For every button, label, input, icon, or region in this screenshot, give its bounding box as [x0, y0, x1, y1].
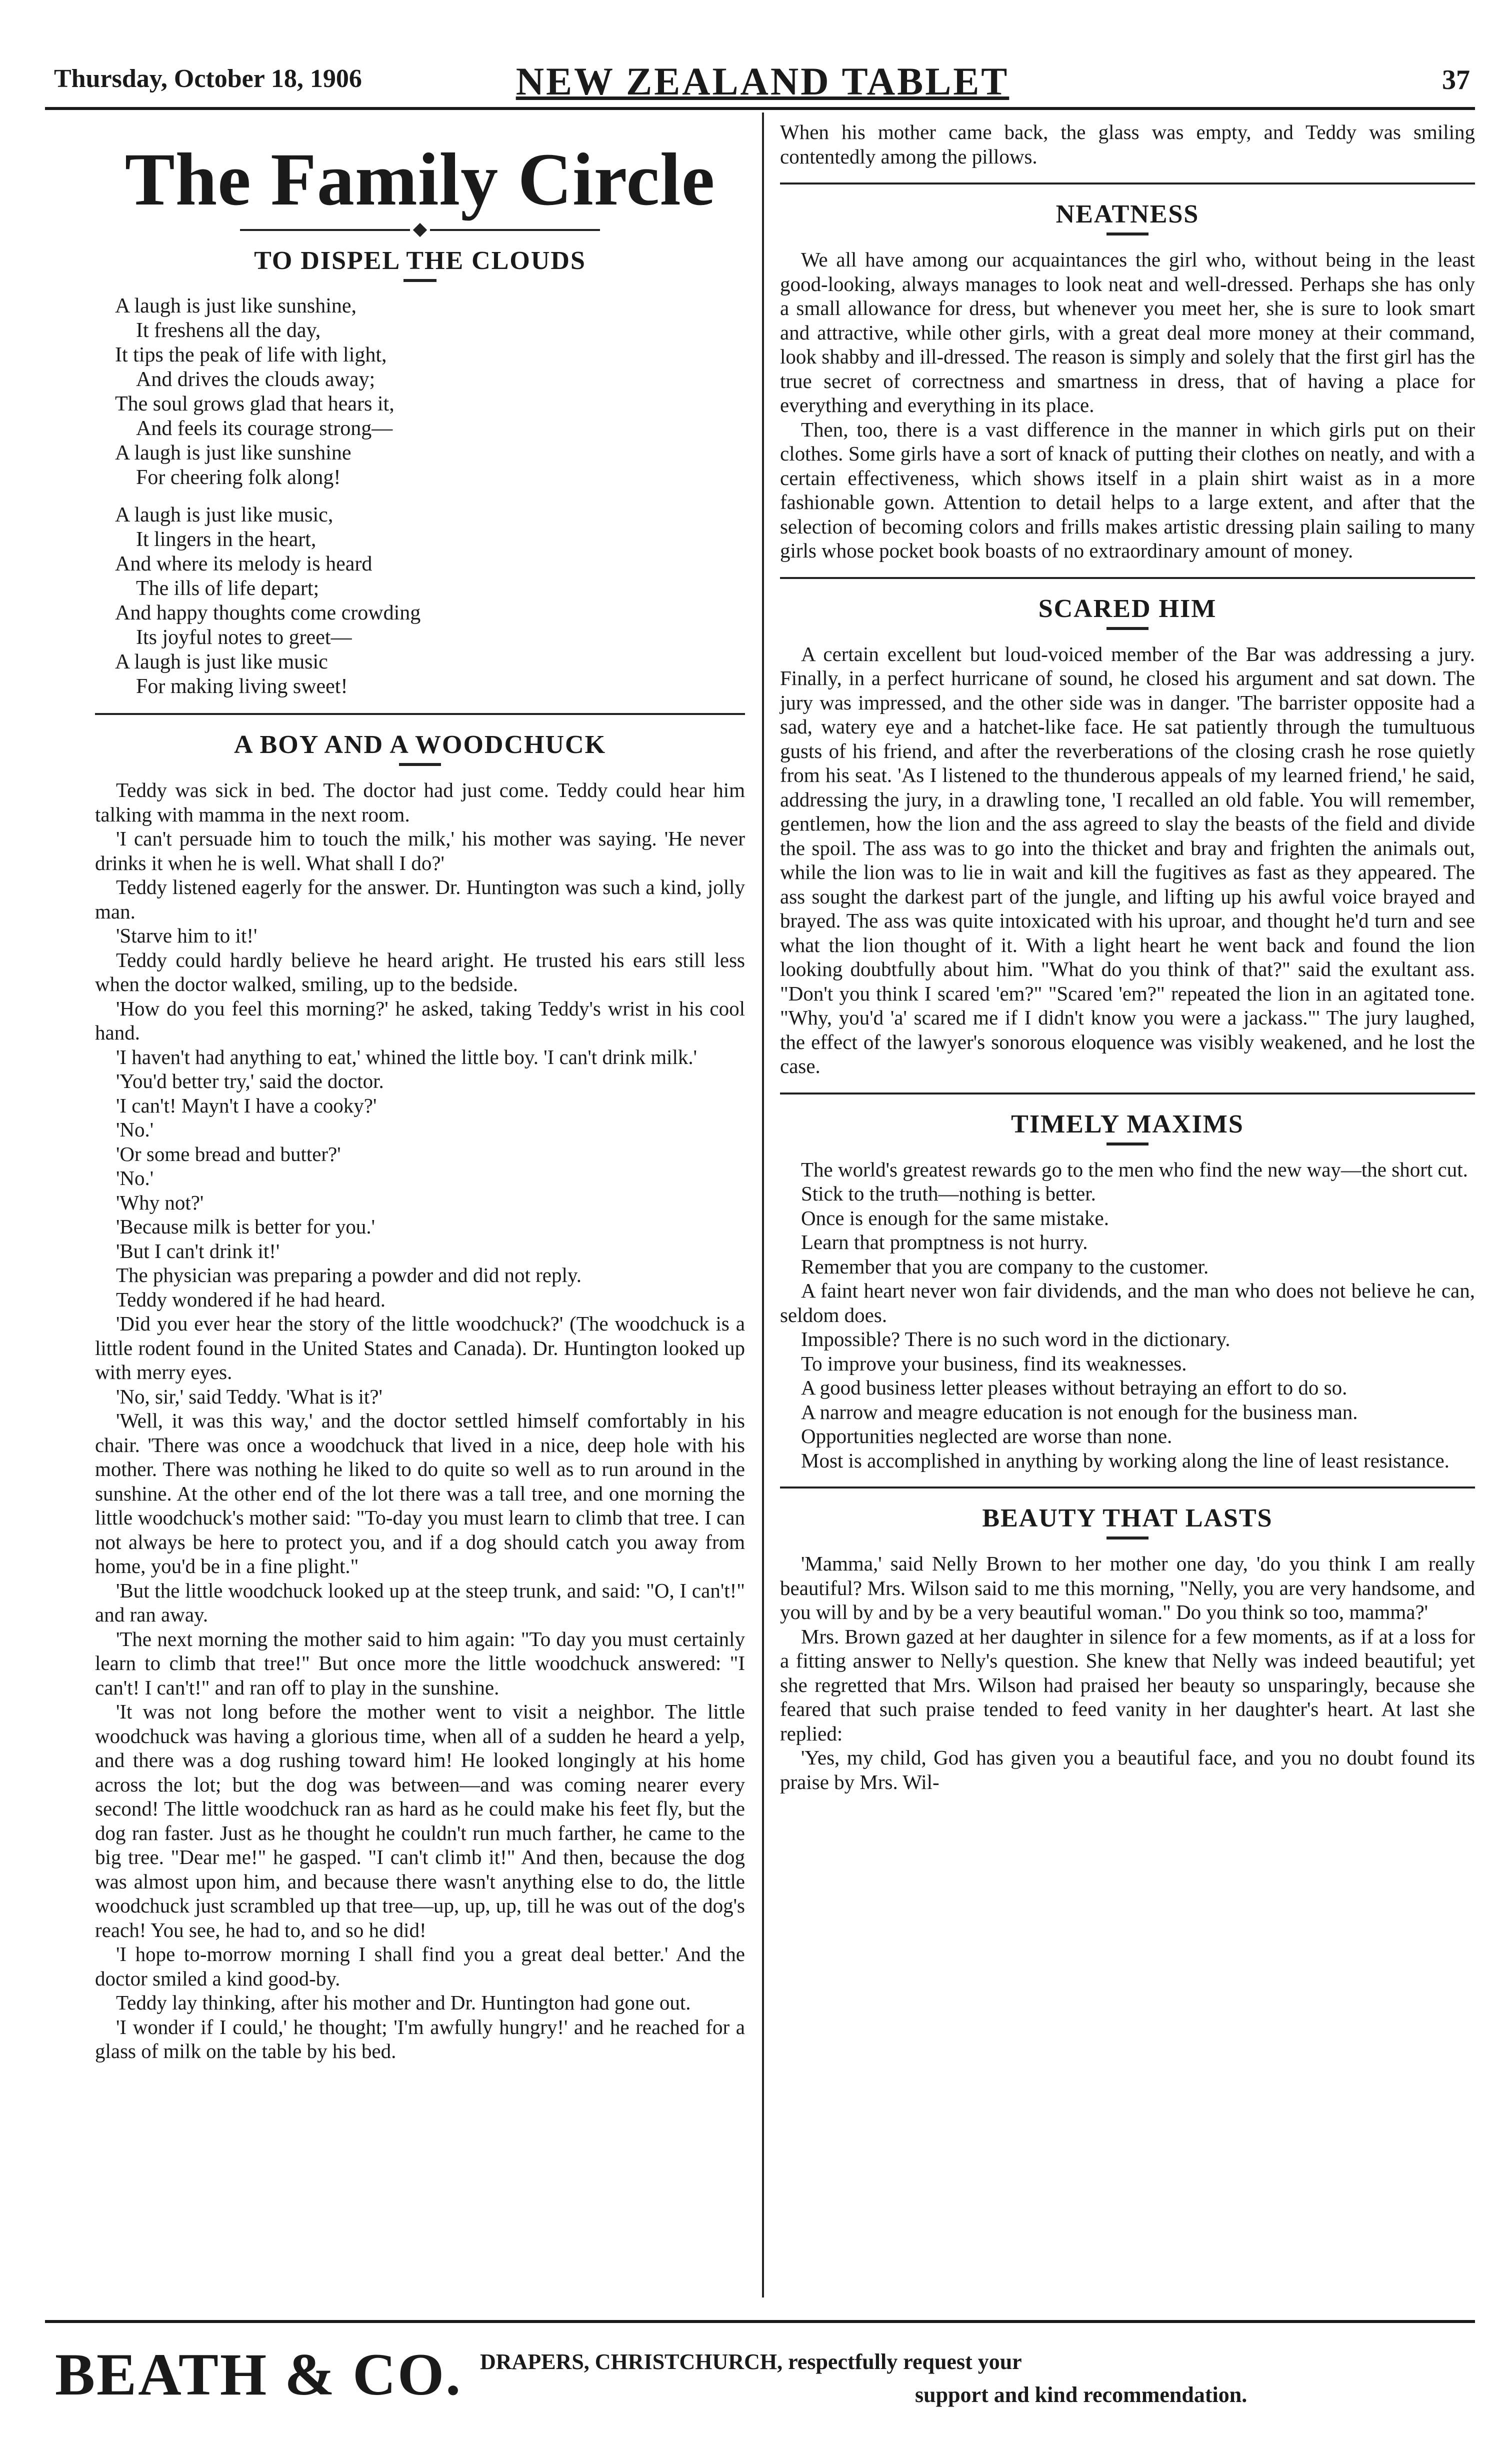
woodchuck-title: A BOY AND A WOODCHUCK: [234, 730, 606, 759]
paragraph: A narrow and meagre education is not enough for the business man.: [801, 1400, 1358, 1424]
paragraph: 'But I can't drink it!': [116, 1239, 280, 1262]
advertiser-line-1: DRAPERS, CHRISTCHURCH, respectfully request your: [480, 2350, 1022, 2374]
paragraph: Teddy lay thinking, after his mother and Dr. Huntington had gone out.: [116, 1991, 691, 2014]
title-underline: [1106, 1536, 1148, 1540]
poem-line: And drives the clouds away;: [136, 368, 376, 391]
poem-line: It freshens all the day,: [136, 319, 321, 342]
issue-date: Thursday, October 18, 1906: [54, 64, 362, 93]
title-underline: [1106, 232, 1148, 236]
poem-line: And feels its courage strong—: [136, 417, 393, 440]
paragraph: 'Because milk is better for you.': [116, 1215, 376, 1238]
paragraph: Opportunities neglected are worse than none.: [801, 1424, 1172, 1448]
paragraph: 'But the little woodchuck looked up at the steep trunk, and said: "O, I can't!" and ran away.: [95, 1578, 745, 1626]
poem-line: A laugh is just like music: [115, 650, 328, 674]
paragraph: Impossible? There is no such word in the dictionary.: [801, 1328, 1230, 1350]
paragraph: A good business letter pleases without betraying an effort to do so.: [801, 1376, 1348, 1399]
advertiser-name: BEATH & CO.: [55, 2341, 462, 2408]
timely-maxims-title: TIMELY MAXIMS: [1011, 1110, 1244, 1138]
scared-him-article: [780, 642, 1475, 1078]
page-header: [45, 59, 1480, 104]
paragraph: 'Did you ever hear the story of the little woodchuck?' (The woodchuck is a little rodent found in the United States and Canada). Dr. Huntington looked up with merry eyes.: [95, 1312, 745, 1384]
beauty-article: [780, 1552, 1475, 1794]
paragraph: A certain excellent but loud-voiced member of the Bar was addressing a jury. Finally, in a perfect hurricane of sound, he closed his argument and sat down. The jury was impressed, and the other side was in danger. 'The barrister opposite had a sad, watery eye and a hatchet-like face. He sat patiently through the tumultuous gusts of his friend, and after the reverberations of the closing crash he rose quietly from his seat. 'As I listened to the thunderous appeals of my learned friend,' he said, addressing the jury, in a drawling tone, 'I recalled an old fable. You will remember, gentlemen, how the lion and the ass agreed to slay the beasts of the field and divide the spoil. The ass was to go into the thicket and bray and frighten the animals out, while the lion was to lie in wait and kill the fugitives as fast as they appeared. The ass sought the darkest part of the jungle, and lifting up his awful voice brayed and brayed. The ass was quite intoxicated with his uproar, and thought he'd turn and see what the lion thought of it. With a light heart he went back and found the lion looking doubtfully about him. "What do you think of that?" said the exultant ass. "Don't you think I scared 'em?" "Scared 'em?" repeated the lion in an agitated tone. "Why, you'd 'a' scared me if I didn't know you were a jackass."' The jury laughed, the effect of the lawyer's sonorous eloquence was visibly weakened, and he lost the case.: [780, 642, 1475, 1078]
paragraph: 'Why not?': [116, 1190, 204, 1214]
paragraph: 'No.': [116, 1166, 154, 1190]
paragraph: 'Yes, my child, God has given you a beautiful face, and you no doubt found its praise by Mrs. Wil-: [780, 1746, 1475, 1794]
paragraph: Teddy was sick in bed. The doctor had just come. Teddy could hear him talking with mamma in the next room.: [95, 778, 745, 826]
title-underline: [399, 763, 441, 766]
section-rule: [780, 182, 1475, 184]
paragraph: 'Starve him to it!': [116, 924, 258, 947]
paragraph: The physician was preparing a powder and did not reply.: [116, 1264, 582, 1286]
left-column: [95, 120, 745, 2064]
poem-line: For cheering folk along!: [136, 466, 341, 489]
paragraph: Mrs. Brown gazed at her daughter in silence for a few moments, as if at a loss for a fitting answer to Nelly's question. She knew that Nelly was indeed beautiful; yet she regretted that Mrs. Wilson had praised her beauty so unsparingly, because she feared that such praise tended to feed vanity in her daughter's heart. At last she replied:: [780, 1624, 1475, 1745]
poem-line: A laugh is just like sunshine: [115, 442, 352, 464]
poem-line: Its joyful notes to greet—: [136, 626, 352, 649]
section-rule: [780, 1092, 1475, 1094]
beauty-title: BEAUTY THAT LASTS: [982, 1504, 1273, 1532]
paragraph: 'The next morning the mother said to him again: "To day you must certainly learn to climb that tree!" But once more the little woodchuck answered: "I can't! I can't!" and ran off to play in the sunshine.: [95, 1627, 745, 1699]
poem-line: The ills of life depart;: [136, 577, 320, 600]
neatness-article: [780, 248, 1475, 563]
poem-line: And where its melody is heard: [115, 552, 372, 576]
woodchuck-continued: When his mother came back, the glass was empty, and Teddy was smiling contentedly among the pillows.: [780, 120, 1475, 168]
paragraph: 'It was not long before the mother went to visit a neighbor. The little woodchuck was having a glorious time, when all of a sudden he heard a yelp, and there was a dog rushing toward him! He looked longingly at his home across the lot; but the dog was between—and was coming nearer every second! The little woodchuck ran as hard as he could make his feet fly, but the dog ran faster. Just as he thought he couldn't run much farther, he came to the big tree. "Dear me!" he gasped. "I can't climb it!" And then, because the dog was almost upon him, and because there wasn't anything else to do, the little woodchuck just scrambled up that tree—up, up, up, till he was out of the dog's reach! You see, he had to, and so he did!: [95, 1700, 745, 1942]
paragraph: Stick to the truth—nothing is better.: [801, 1182, 1096, 1205]
dispel-clouds-poem: [115, 294, 745, 699]
ornament-rule: [95, 225, 745, 235]
poem-line: And happy thoughts come crowding: [115, 602, 421, 624]
paragraph: 'I wonder if I could,' he thought; 'I'm awfully hungry!' and he reached for a glass of milk on the table by his bed.: [95, 2015, 745, 2062]
footer-rule: [45, 2320, 1475, 2323]
paragraph: We all have among our acquaintances the girl who, without being in the least good-looking, always manages to look neat and well-dressed. Perhaps she has only a small allowance for dress, but whenever you meet her, she is sure to look smart and attractive, while other girls, with a great deal more money at their command, look shabby and ill-dressed. The reason is simply and solely that the first girl has the true secret of correctness and smartness in dress, that of having a place for everything and everything in its place.: [780, 248, 1475, 416]
poem-line: A laugh is just like sunshine,: [115, 294, 356, 318]
stanza-break: [115, 490, 745, 503]
paragraph: Learn that promptness is not hurry.: [801, 1230, 1088, 1254]
paragraph: 'I haven't had anything to eat,' whined the little boy. 'I can't drink milk.': [116, 1045, 698, 1068]
paragraph: 'I can't! Mayn't I have a cooky?': [116, 1094, 377, 1117]
family-circle-heading: The Family Circle: [124, 138, 716, 221]
paragraph: 'How do you feel this morning?' he asked, taking Teddy's wrist in his cool hand.: [95, 996, 745, 1044]
poem-line: The soul grows glad that hears it,: [115, 392, 394, 416]
paragraph: Teddy wondered if he had heard.: [116, 1288, 386, 1311]
woodchuck-story: [95, 778, 745, 2064]
scared-him-title: SCARED HIM: [1038, 594, 1217, 623]
advertisement-footer: [55, 2340, 1455, 2430]
section-rule: [95, 713, 745, 715]
paragraph: Remember that you are company to the customer.: [801, 1254, 1209, 1278]
masthead-title: NEW ZEALAND TABLET: [516, 60, 1010, 103]
paragraph: To improve your business, find its weaknesses.: [801, 1352, 1187, 1375]
advertiser-line-2: support and kind recommendation.: [915, 2382, 1248, 2407]
neatness-title: NEATNESS: [1056, 200, 1200, 228]
paragraph: 'No.': [116, 1118, 154, 1141]
header-rule: [45, 107, 1475, 110]
paragraph: The world's greatest rewards go to the men who find the new way—the short cut.: [801, 1158, 1468, 1181]
paragraph: A faint heart never won fair dividends, and the man who does not believe he can, seldom does.: [780, 1279, 1475, 1326]
paragraph: Teddy listened eagerly for the answer. Dr. Huntington was such a kind, jolly man.: [95, 876, 745, 923]
diamond-icon: [413, 223, 427, 237]
paragraph: 'You'd better try,' said the doctor.: [116, 1070, 384, 1092]
paragraph: 'Well, it was this way,' and the doctor settled himself comfortably in his chair. 'There was once a woodchuck that lived in a nice, deep hole with his mother. There was nothing he liked to do quite so well as to run around in the sunshine. At the other end of the lot there was a tall tree, and one morning the little woodchuck's mother said: "To-day you must learn to climb that tree. I can not always be here to protect you, and if a dog should catch you away from home, you'd be in a fine plight.": [95, 1409, 745, 1578]
paragraph: 'Or some bread and butter?': [116, 1142, 341, 1166]
paragraph: Then, too, there is a vast difference in the manner in which girls put on their clothes. Some girls have a sort of knack of putting their clothes on neatly, and with a certain effectiveness, which shows itself in a plain shirt waist as in a more fashionable gown. Attention to detail helps to a large extent, and after that the selection of becoming colors and frills makes artistic dressing plain sailing to many girls whose pocket book boasts of no extraordinary amount of money.: [780, 418, 1475, 562]
paragraph: 'No, sir,' said Teddy. 'What is it?': [116, 1384, 382, 1408]
paragraph: 'I can't persuade him to touch the milk,' his mother was saying. 'He never drinks it when he is well. What shall I do?': [95, 827, 745, 874]
section-rule: [780, 577, 1475, 579]
column-divider: [762, 112, 764, 2298]
poem-line: It tips the peak of life with light,: [115, 344, 387, 366]
poem-line: It lingers in the heart,: [136, 528, 316, 551]
title-underline: [1106, 1142, 1148, 1146]
paragraph: Teddy could hardly believe he heard aright. He trusted his ears still less when the doctor walked, smiling, up to the bedside.: [95, 948, 745, 996]
paragraph: 'Mamma,' said Nelly Brown to her mother one day, 'do you think I am really beautiful? Mrs. Wilson said to me this morning, "Nelly, you are very handsome, and you will by and by be a very beautiful woman." Do you think so too, mamma?': [780, 1552, 1475, 1624]
right-column: [780, 120, 1475, 1794]
paragraph: 'I hope to-morrow morning I shall find you a great deal better.' And the doctor smiled a kind good-by.: [95, 1942, 745, 1990]
timely-maxims-list: [780, 1158, 1475, 1473]
poem-line: A laugh is just like music,: [115, 504, 334, 526]
title-underline: [404, 279, 436, 282]
poem-line: For making living sweet!: [136, 675, 348, 698]
dispel-clouds-title: TO DISPEL THE CLOUDS: [254, 246, 586, 275]
title-underline: [1106, 627, 1148, 630]
page-number: 37: [1442, 64, 1470, 96]
section-rule: [780, 1486, 1475, 1488]
paragraph: Once is enough for the same mistake.: [801, 1206, 1109, 1230]
paragraph: Most is accomplished in anything by working along the line of least resistance.: [801, 1448, 1450, 1472]
